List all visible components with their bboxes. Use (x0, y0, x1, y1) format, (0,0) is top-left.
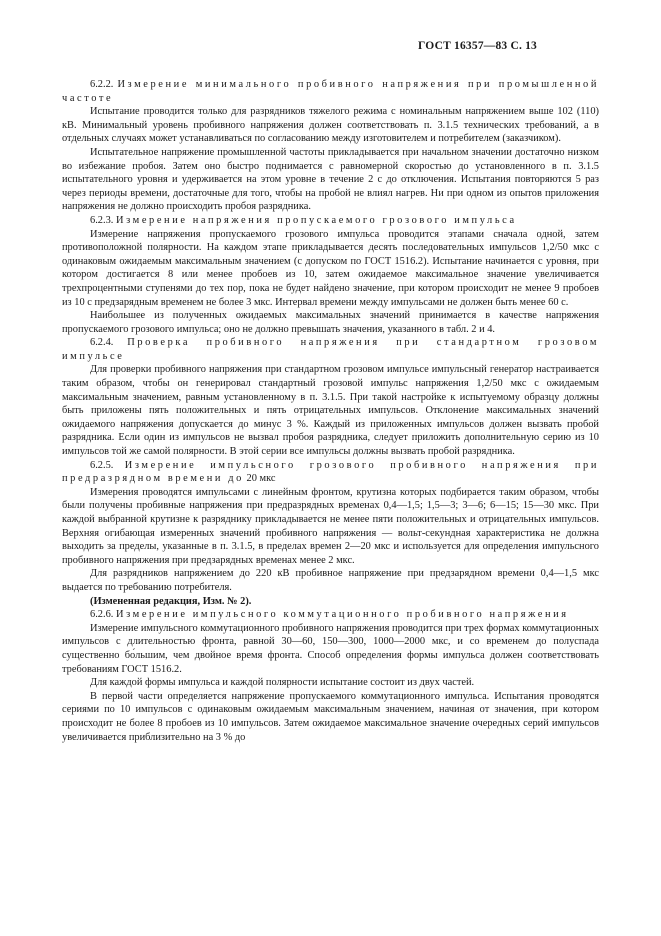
document-body (62, 78, 599, 744)
section-number: 6.2.4. (90, 337, 128, 349)
paragraph: Измерения проводятся импульсами с линейным фронтом, крутизна которых подбирается таким образом, чтобы были получены пробивные напряжения при предразрядных временах 0,4—1,5; 1,5—3; 3—6; 6—15; 15—30 мкс. При каждой выбранной крутизне к разряднику прикладывается не менее пяти положительных и отрицательных импульсов. Верхняя огибающая измеренных значений пробивного напряжения — вольт-секундная характеристика не должна выходить за пределы, указанные в п. 3.1.5, в пределах времен 2—20 мкс и используется для определения импульсного пробивного напряжения при предзарядных временах менее 2 мкс. (62, 486, 599, 566)
section-title-tail: 20 мкс (243, 473, 276, 485)
paragraph: Для каждой формы импульса и каждой полярности испытание состоит из двух частей. (90, 677, 475, 689)
section-heading-6-2-5 (62, 459, 599, 486)
section-heading-6-2-4 (62, 336, 599, 363)
paragraph: Для разрядников напряжением до 220 кВ пробивное напряжение при предзарядном времени 0,4—1,5 мкс выдается по требованию потребителя. (62, 568, 599, 593)
paragraph: Для проверки пробивного напряжения при стандартном грозовом импульсе импульсный генератор настраивается таким образом, чтобы он генерировал стандартный грозовой импульс напряжения 1,2/50 мкс с ожидаемым максимальным значением, равным установленному в п. 3.1.5. При такой настройке к испытуемому образцу должны быть приложены пять положительных и пять отрицательных импульсов. Отклонение максимальных значений ожидаемого напряжения допускается до минус 3 %. Каждый из приложенных импульсов должен вызвать пробой разрядника. Если один из импульсов не вызвал пробоя разрядника, следует приложить дополнительную серию из 10 импульсов той же самой полярности. В этой серии все импульсы должны вызвать пробой разрядника. (62, 364, 599, 458)
paragraph: Наибольшее из полученных ожидаемых максимальных значений принимается в качестве напряжения пропускаемого грозового импульса; оно не должно превышать значения, указанного в табл. 2 и 4. (62, 310, 599, 335)
section-title: Измерение напряжения пропускаемого грозового импульса (115, 214, 517, 226)
section-number: 6.2.3. (90, 214, 116, 226)
section-title: Измерение импульсного коммутационного пробивного напряжения (115, 609, 569, 621)
section-heading-6-2-3 (62, 214, 599, 228)
paragraph: В первой части определяется напряжение пропускаемого коммутационного импульса. Испытания проводятся сериями по 10 импульсов с одинаковым ожидаемым максимальным значением, начиная от значения, при котором происходит не более 8 пробоев из 10 импульсов. Затем ожидаемое максимальное значение очередных серий импульсов увеличивается приблизительно на 3 % до (62, 690, 599, 743)
section-heading-6-2-2 (62, 78, 599, 105)
paragraph: Измерение напряжения пропускаемого грозового импульса проводится этапами сначала одной, затем противоположной полярности. На каждом этапе прикладывается десять последовательных импульсов 1,2/50 мкс с одинаковым ожидаемым максимальным значением (с допуском по ГОСТ 1516.2). Испытание начинается с уровня, при котором достигается 8 или менее пробоев из 10, затем ожидаемое максимальное значение увеличивается трехпроцентными ступенями до тех пор, пока не будет найдено значение, при котором происходит не менее 9 пробоев из 10 с предзарядным временем не более 3 мкс. Интервал времени между импульсами не должен быть менее 60 с. (62, 228, 599, 308)
section-title: Измерение минимального пробивного напряжения при промышленной частоте (62, 79, 599, 104)
section-title: Проверка пробивного напряжения при стандартном грозовом импульсе (62, 337, 599, 362)
paragraph: Измерение импульсного коммутационного пробивного напряжения проводится при трех формах коммутационных импульсов с длительностью фронта, равной 30—60, 150—300, 1000—2000 мкс, и со временем до полуспада существенно бо́льшим, чем двойное время фронта. Способ определения формы импульса должен соответствовать требованиям ГОСТ 1516.2. (62, 622, 599, 675)
section-number: 6.2.2. (90, 79, 118, 90)
section-title: Измерение импульсного грозового пробивного напряжения при предразрядном времени до (62, 459, 599, 485)
section-heading-6-2-6 (62, 608, 599, 622)
section-number: 6.2.5. (90, 459, 125, 471)
paragraph: Испытательное напряжение промышленной частоты прикладывается при начальном значении достаточно низком во избежание пробоя. Затем оно быстро поднимается с равномерной скоростью до установленного в п. 3.1.5 испытательного уровня и удерживается на этом уровне в течение 2 с до отключения. Испытания повторяются 5 раз через периоды времени, достаточные для того, чтобы на пробой не влиял нагрев. Ни при одном из опытов приложения напряжения не должно происходить пробоя разрядника. (62, 146, 599, 213)
section-number: 6.2.6. (90, 609, 116, 621)
amendment-note: (Измененная редакция, Изм. № 2). (90, 595, 252, 607)
page-header: ГОСТ 16357—83 С. 13 (418, 40, 537, 52)
paragraph: Испытание проводится только для разрядников тяжелого режима с номинальным напряжением выше 102 (110) кВ. Минимальный уровень пробивного напряжения должен соответствовать п. 3.1.5 технических требований, а в отдельных случаях может устанавливаться по согласованию между изготовителем и потребителем (заказчиком). (62, 106, 599, 145)
